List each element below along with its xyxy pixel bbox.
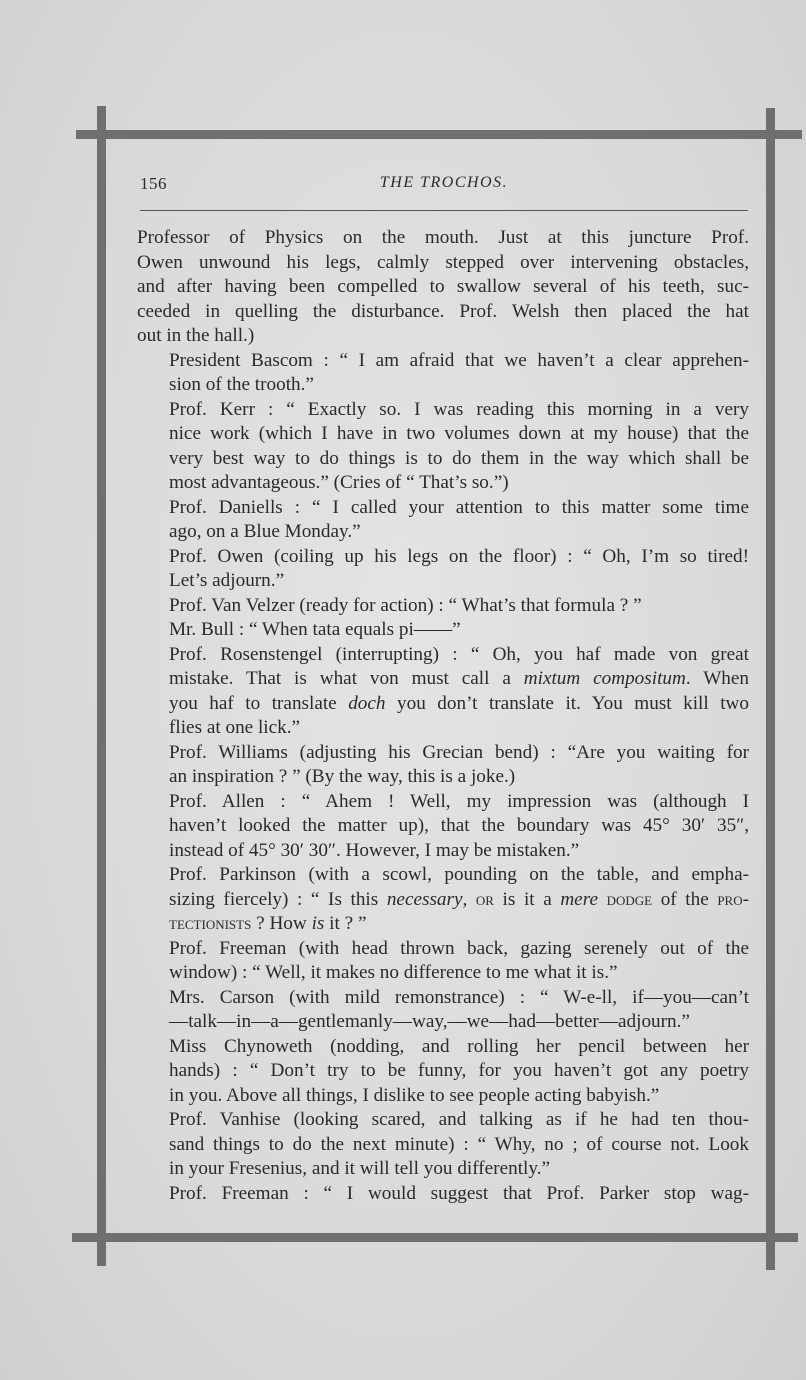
small-caps: dodge (606, 888, 653, 910)
text-line: Prof. Van Velzer (ready for action) : “ What’s that formula ? ” (169, 594, 642, 616)
paragraph (137, 741, 749, 790)
text-line: tectionists ? How is it ? ” (169, 913, 367, 934)
small-caps: or (475, 888, 494, 910)
text-line: most advantageous.” (Cries of “ That’s so.”) (169, 472, 509, 493)
text-line: Prof. Parkinson (with a scowl, pounding on the table, and empha- (169, 864, 749, 885)
text-line: very best way to do things is to do them in the way which shall be (169, 447, 749, 469)
frame-bottom-rule (72, 1233, 798, 1242)
text-line: Prof. Vanhise (looking scared, and talking as if he had ten thou- (169, 1109, 749, 1130)
text-line: —talk—in—a—gentlemanly—way,—we—had—better—adjourn.” (169, 1011, 690, 1032)
page-number: 156 (140, 174, 167, 193)
text-line: ago, on a Blue Monday.” (169, 521, 361, 542)
text-line: mistake. That is what von must call a mixtum compositum. When (169, 668, 750, 689)
text-line: in you. Above all things, I dislike to see people acting babyish.” (169, 1084, 660, 1106)
text-line: and after having been compelled to swallow several of his teeth, suc- (137, 276, 749, 297)
emphasis: mere (560, 888, 598, 910)
frame-right-rule (766, 108, 775, 1270)
text-line: flies at one lick.” (169, 717, 301, 738)
text-line: Prof. Rosenstengel (interrupting) : “ Oh, you haf made von great (169, 643, 749, 665)
text-line: sand things to do the next minute) : “ Why, no ; of course not. Look (169, 1133, 749, 1155)
text-line: President Bascom : “ I am afraid that we haven’t a clear apprehen- (169, 349, 749, 371)
text-line: Professor of Physics on the mouth. Just at this juncture Prof. (137, 227, 749, 248)
body-text (137, 226, 749, 1206)
frame-top-rule (76, 130, 802, 139)
text-line: Prof. Owen (coiling up his legs on the floor) : “ Oh, I’m so tired! (169, 545, 749, 567)
paragraph (137, 496, 749, 545)
latin-phrase: mixtum compositum (523, 668, 686, 689)
emphasis: necessary (386, 888, 463, 910)
text-line: ceeded in quelling the disturbance. Prof. Welsh then placed the hat (137, 300, 749, 322)
paragraph (137, 937, 749, 986)
text-line: an inspiration ? ” (By the way, this is a joke.) (169, 766, 516, 787)
text-line: you haf to translate doch you don’t translate it. You must kill two (169, 692, 749, 714)
emphasis: is (311, 913, 325, 934)
paragraph (137, 545, 749, 594)
small-caps: tectionists (169, 913, 252, 934)
paragraph (137, 643, 749, 741)
paragraph (137, 986, 749, 1035)
text-line: Prof. Daniells : “ I called your attention to this matter some time (169, 496, 749, 518)
text-line: Prof. Kerr : “ Exactly so. I was reading this morning in a very (169, 398, 749, 420)
page-header (140, 174, 748, 204)
text-line: nice work (which I have in two volumes down at my house) that the (169, 423, 749, 444)
paragraph (137, 594, 749, 619)
paragraph (137, 349, 749, 398)
text-line: Let’s adjourn.” (169, 570, 285, 591)
paragraph (137, 1108, 749, 1182)
paragraph (137, 226, 749, 349)
text-line: Prof. Williams (adjusting his Grecian bend) : “Are you waiting for (169, 741, 749, 763)
text-line: Mr. Bull : “ When tata equals pi——” (169, 619, 461, 640)
text-line: sion of the trooth.” (169, 374, 314, 395)
text-line: Prof. Freeman : “ I would suggest that Prof. Parker stop wag- (169, 1182, 749, 1204)
paragraph (137, 618, 749, 643)
paragraph (137, 1182, 749, 1207)
text-line: Owen unwound his legs, calmly stepped over intervening obstacles, (137, 251, 749, 273)
text-line: Miss Chynoweth (nodding, and rolling her pencil between her (169, 1035, 749, 1057)
text-line: out in the hall.) (137, 325, 255, 346)
text-line: Mrs. Carson (with mild remonstrance) : “ W-e-ll, if—you—can’t (169, 986, 749, 1008)
text-line: hands) : “ Don’t try to be funny, for you haven’t got any poetry (169, 1060, 749, 1081)
frame-left-rule (97, 106, 106, 1266)
text-line: Prof. Freeman (with head thrown back, gazing serenely out of the (169, 937, 749, 959)
text-line: in your Fresenius, and it will tell you differently.” (169, 1158, 551, 1179)
text-line: sizing fiercely) : “ Is this necessary, or is it a mere dodge of the pro- (169, 888, 750, 910)
text-line: Prof. Allen : “ Ahem ! Well, my impression was (although I (169, 790, 749, 812)
text-line: instead of 45° 30′ 30″. However, I may be mistaken.” (169, 839, 580, 861)
running-title: THE TROCHOS. (379, 174, 509, 191)
paragraph (137, 398, 749, 496)
paragraph (137, 1035, 749, 1109)
small-caps: pro- (717, 888, 750, 910)
paragraph (137, 863, 749, 937)
text-line: haven’t looked the matter up), that the boundary was 45° 30′ 35″, (169, 815, 749, 836)
header-rule (140, 210, 748, 211)
german-word: doch (348, 692, 386, 714)
paragraph (137, 790, 749, 864)
text-line: window) : “ Well, it makes no difference to me what it is.” (169, 962, 618, 983)
